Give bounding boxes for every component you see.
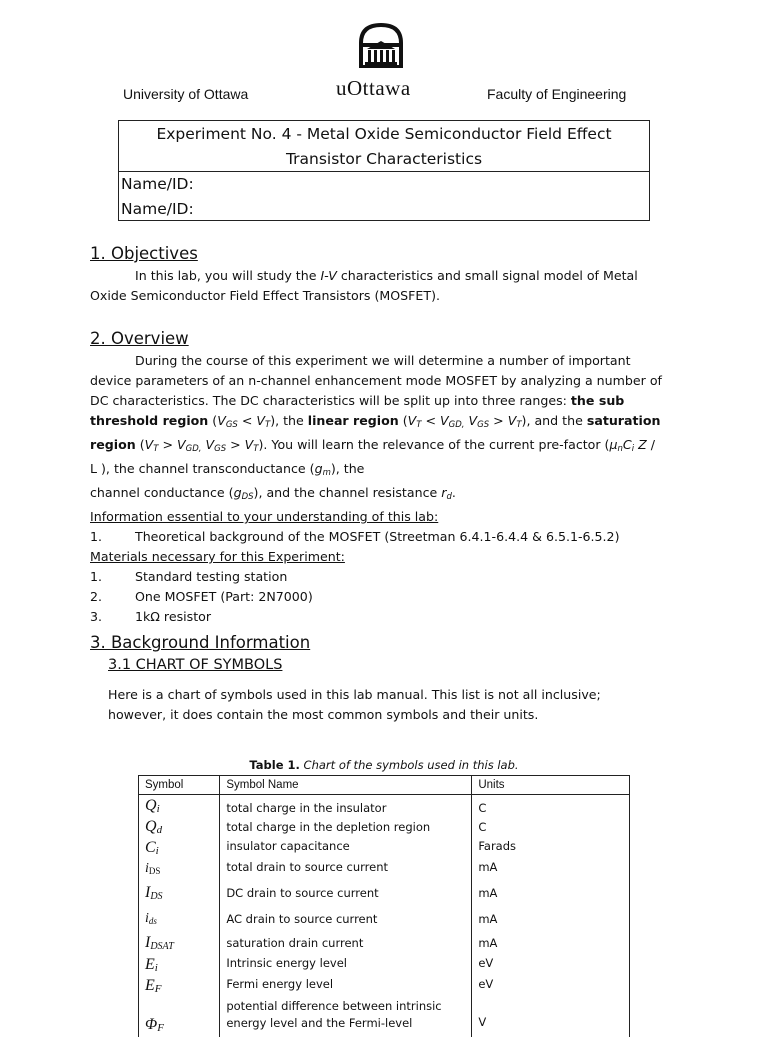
table-row: $\Phi_F$ potential difference between intrinsic energy level and the Fermi-level V (139, 998, 630, 1037)
name-id-field-2: Name/ID: (121, 200, 194, 218)
chart-of-symbols-heading: 3.1 CHART OF SYMBOLS (108, 657, 283, 673)
table-row: $E_F$ Fermi energy level eV (139, 977, 630, 998)
table-row: $I_{DSAT}$ saturation drain current mA (139, 930, 630, 956)
title-line1: Experiment No. 4 - Metal Oxide Semiconductor Field Effect (156, 125, 612, 143)
materials-item: 3. 1kΩ resistor (90, 609, 212, 624)
table-row: $i_{ds}$ AC drain to source current mA (139, 906, 630, 930)
background-heading: 3. Background Information (90, 633, 311, 652)
title-line2: Transistor Characteristics (285, 150, 483, 168)
table-row: $E_i$ Intrinsic energy level eV (139, 956, 630, 977)
header-university: University of Ottawa (123, 86, 249, 102)
overview-paragraph: During the course of this experiment we will determine a number of important device parameters of an n-channel enhancement mode MOSFET by analyzing a number of DC characteristics. The DC characteristics will be split up into three ranges: the sub threshold region $(V_{GS} < V_T)$, the linear region ($V_T < V_{GD,}$ $V_{GS} > V_T$), and the saturation region ($V_T > V_{GD,}$ $V_{GS} > V_T$). You will learn the relevance of the current pre-factor ($\mu_nC_i$ Z / L ), the channel transconductance $(g_m)$, the channel conductance $(g_{DS})$, and the channel resistance $r_d$. Information essential to your understanding of this lab: 1. Theoretical background of the MOSFET (Streetman 6.4.1-6.4.4 & 6.5.1-6.5.2) Materials necessary for this Experiment: 1. Standard testing station 2. One MOSFET (Part: 2N7000) 3. 1kΩ resistor (90, 351, 690, 627)
table-row: $I_{DS}$ DC drain to source current mA (139, 880, 630, 906)
header-units: Units (472, 776, 630, 795)
header-faculty: Faculty of Engineering (487, 86, 627, 102)
overview-heading: 2. Overview (90, 329, 189, 348)
header-symbol-name: Symbol Name (220, 776, 472, 795)
objectives-paragraph: In this lab, you will study the I-V characteristics and small signal model of Metal Oxide Semiconductor Field Effect Transistors (MOSFET). (90, 268, 638, 303)
title-box (118, 120, 650, 221)
table-header-row (139, 776, 630, 795)
header-symbol: Symbol (139, 776, 220, 795)
table-row: $Q_d$ total charge in the depletion region C (139, 818, 630, 839)
table-row: $C_i$ insulator capacitance Farads (139, 839, 630, 860)
background-paragraph: Here is a chart of symbols used in this lab manual. This list is not all inclusive; however, it does contain the most common symbols and their units. (108, 687, 601, 722)
symbols-table (138, 775, 630, 1037)
materials-heading: Materials necessary for this Experiment: (90, 549, 345, 564)
materials-item: 1. Standard testing station (90, 569, 288, 584)
name-id-field-1: Name/ID: (121, 175, 194, 193)
table-row: $Q_i$ total charge in the insulator C (139, 795, 630, 819)
info-heading: Information essential to your understanding of this lab: (90, 509, 439, 524)
uottawa-logo-icon (357, 23, 405, 69)
uottawa-logo-text: uOttawa (336, 76, 411, 100)
objectives-heading: 1. Objectives (90, 244, 198, 263)
table-row: $i_{DS}$ total drain to source current mA (139, 860, 630, 880)
materials-item: 2. One MOSFET (Part: 2N7000) (90, 589, 313, 604)
table-caption: Table 1. Chart of the symbols used in this lab. (249, 758, 519, 772)
